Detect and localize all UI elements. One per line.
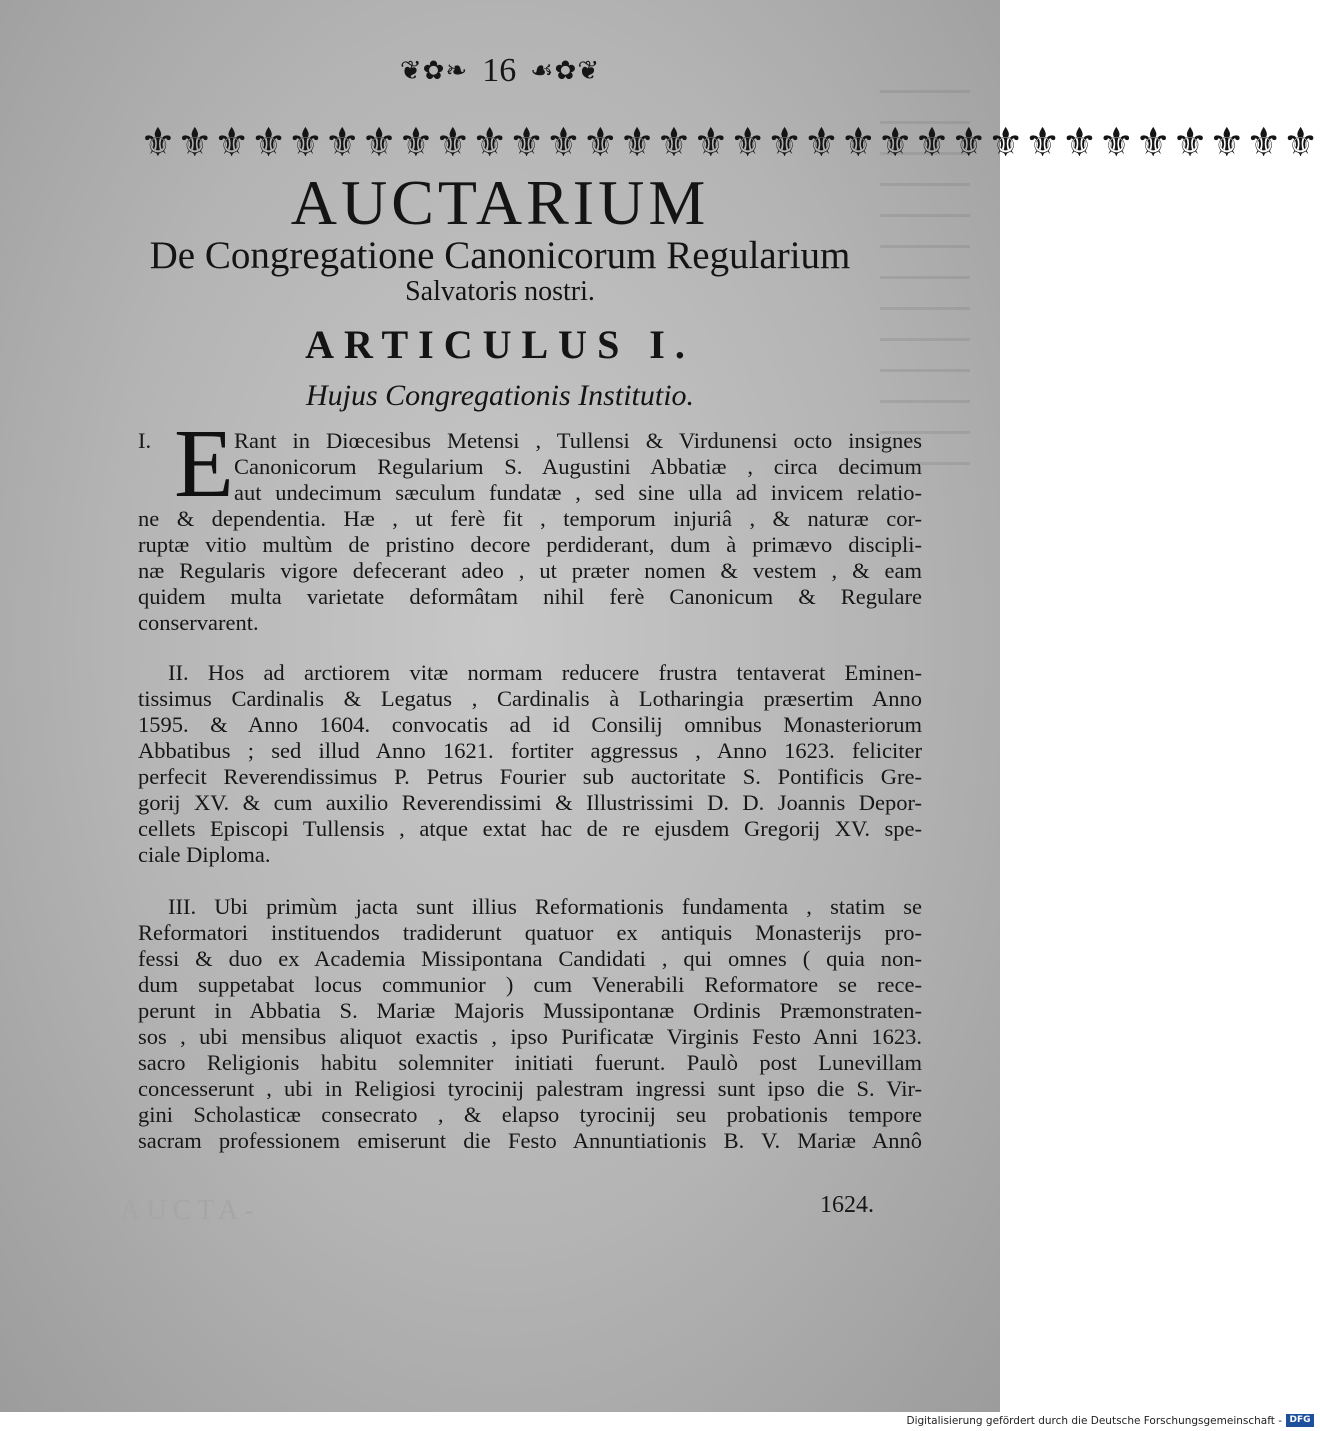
page-title: AUCTARIUM [290,167,710,238]
paragraph-line: perfecit Reverendissimus P. Petrus Fourier sub auctoritate S. Pontificis Gre- [138,764,922,789]
paragraph-line: perunt in Abbatia S. Mariæ Majoris Mussipontanæ Ordinis Præmonstraten- [138,998,922,1023]
paragraph-line: ne & dependentia. Hæ , ut ferè fit , temporum injuriâ , & naturæ cor- [138,506,922,531]
fleuron-right-icon: ☙✿❦ [530,56,601,86]
paragraph-line: III. Ubi primùm jacta sunt illius Reformationis fundamenta , statim se [168,894,922,919]
paragraph-line: tissimus Cardinalis & Legatus , Cardinalis à Lotharingia præsertim Anno [138,686,922,711]
paragraph-line: ciale Diploma. [138,842,271,867]
catchword: 1624. [820,1192,874,1218]
paragraph-line: sos , ubi mensibus aliquot exactis , ipso Purificatæ Virginis Festo Anni 1623. [138,1024,922,1049]
drop-cap: E [174,410,234,518]
digitization-credit: Digitalisierung gefördert durch die Deutsche Forschungsgemeinschaft - [906,1415,1282,1427]
paragraph-line: Abbatibus ; sed illud Anno 1621. fortiter aggressus , Anno 1623. feliciter [138,738,922,763]
paragraph-numeral: I. [138,428,152,453]
folio-header [0,52,1000,90]
paragraph-line: næ Regularis vigore defecerant adeo , ut præter nomen & vestem , & eam [138,558,922,583]
paragraph-line: gorij XV. & cum auxilio Reverendissimi & Illustrissimi D. D. Joannis Depor- [138,790,922,815]
ornamental-border-icon: ⚜⚜⚜⚜⚜⚜⚜⚜⚜⚜⚜⚜⚜⚜⚜⚜⚜⚜⚜⚜⚜⚜⚜⚜⚜⚜⚜⚜⚜⚜⚜⚜ [140,120,1320,166]
page-number: 16 [482,52,517,89]
paragraph-line: II. Hos ad arctiorem vitæ normam reducere frustra tentaverat Eminen- [168,660,922,685]
paragraph-line: gini Scholasticæ consecrato , & elapso tyrocinij seu probationis tempore [138,1102,922,1127]
paragraph-line: 1595. & Anno 1604. convocatis ad id Consilij omnibus Monasteriorum [138,712,922,737]
paragraph-2 [138,660,922,868]
subtitle-line-1: De Congregatione Canonicorum Regularium [149,234,851,277]
paragraph-line: ruptæ vitio multùm de pristino decore perdiderant, dum à primævo discipli- [138,532,922,557]
paragraph-line: quidem multa varietate deformâtam nihil ferè Canonicum & Regulare [138,584,922,609]
paragraph-line: aut undecimum sæculum fundatæ , sed sine ulla ad invicem relatio- [234,480,922,505]
paragraph-line: I. Rant in Diœcesibus Metensi , Tullensi & Virdunensi octo insignes [138,428,922,453]
subtitle-line-2: Salvatoris nostri. [405,276,595,307]
paragraph-line: sacro Religionis habitu solemniter initiati fuerunt. Paulò post Lunevillam [138,1050,922,1075]
paragraph-line: sacram professionem emiserunt die Festo Annuntiationis B. V. Mariæ Annô [138,1128,922,1153]
paragraph-line: dum suppetabat locus communior ) cum Venerabili Reformatore se rece- [138,972,922,997]
paragraph-line: conservarent. [138,610,259,635]
paragraph-line: fessi & duo ex Academia Missipontana Candidati , qui omnes ( quia non- [138,946,922,971]
show-through-catchword: AUCTA- [120,1195,260,1226]
fleuron-left-icon: ❦✿❧ [399,56,469,86]
paragraph-line: concesserunt , ubi in Religiosi tyrocinij palestram ingressi sunt ipso die S. Vir- [138,1076,922,1101]
article-heading: ARTICULUS I. [305,322,695,367]
paragraph-line: cellets Episcopi Tullensis , atque extat hac de re ejusdem Gregorij XV. spe- [138,816,922,841]
paragraph-line: Canonicorum Regularium S. Augustini Abbatiæ , circa decimum [234,454,922,479]
paragraph-line: Reformatori instituendos tradiderunt quatuor ex antiquis Monasterijs pro- [138,920,922,945]
dfg-logo: DFG [1286,1414,1314,1427]
paragraph-1 [138,428,922,636]
paragraph-3 [138,894,922,1154]
article-subtitle: Hujus Congregationis Institutio. [305,379,695,412]
